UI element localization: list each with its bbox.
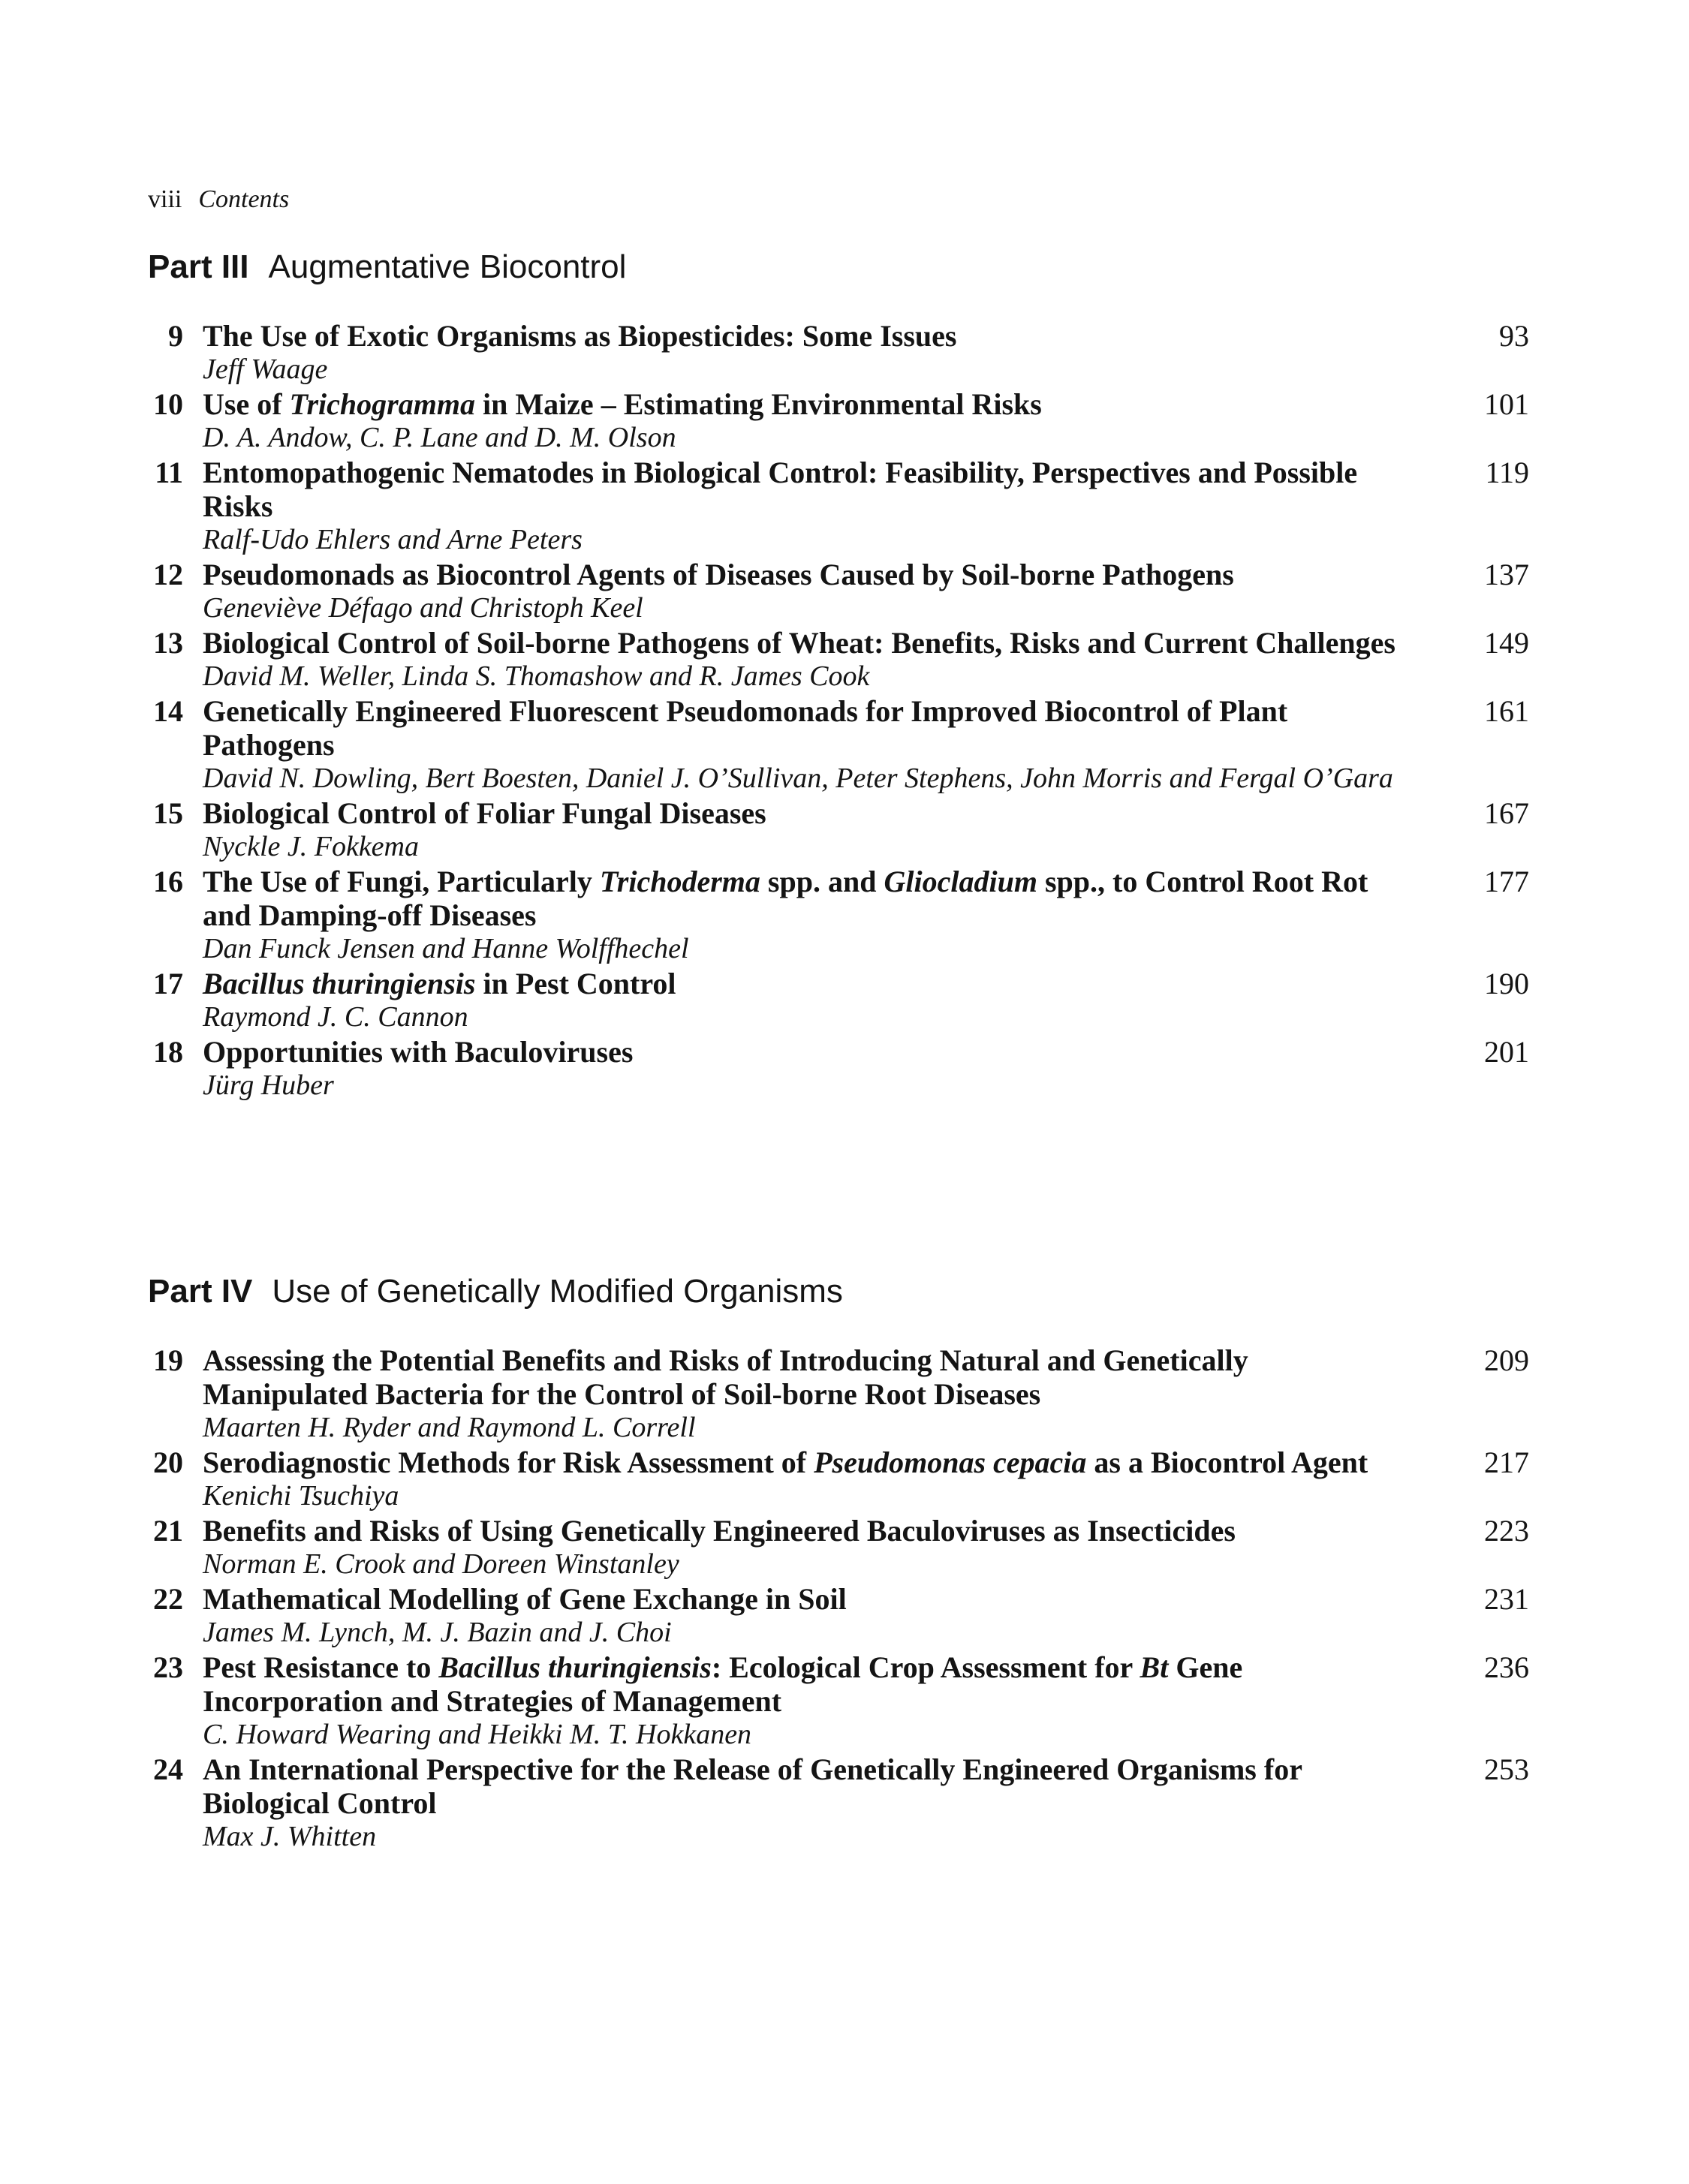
chapter-number: 14 — [153, 694, 183, 728]
contents-entry — [0, 1343, 1689, 1445]
chapter-title: Entomopathogenic Nematodes in Biological Control: Feasibility, Perspectives and Possible Risks — [203, 456, 1358, 523]
chapter-title: Mathematical Modelling of Gene Exchange in Soil — [203, 1582, 847, 1616]
chapter-title: An International Perspective for the Release of Genetically Engineered Organisms for Biological Control — [203, 1752, 1302, 1820]
chapter-number: 20 — [153, 1445, 183, 1479]
contents-entry — [0, 387, 1689, 455]
chapter-authors: David M. Weller, Linda S. Thomashow and R. James Cook — [203, 660, 870, 692]
chapter-authors: James M. Lynch, M. J. Bazin and J. Choi — [203, 1617, 672, 1648]
chapter-number: 12 — [153, 558, 183, 591]
chapter-number: 18 — [153, 1035, 183, 1069]
part-title: Augmentative Biocontrol — [268, 248, 627, 285]
running-head — [148, 185, 289, 215]
chapter-authors: C. Howard Wearing and Heikki M. T. Hokkanen — [203, 1719, 752, 1750]
contents-entry — [0, 626, 1689, 693]
contents-list — [0, 1343, 1689, 1855]
page-number: 236 — [1484, 1650, 1529, 1684]
part-title: Use of Genetically Modified Organisms — [272, 1273, 843, 1310]
page-number: 161 — [1484, 694, 1529, 728]
page-number: 119 — [1485, 456, 1529, 489]
chapter-authors: Ralf-Udo Ehlers and Arne Peters — [203, 524, 583, 555]
part-number: Part III — [148, 248, 249, 285]
chapter-number: 21 — [153, 1514, 183, 1548]
page-number: 209 — [1484, 1343, 1529, 1377]
page-number: 201 — [1484, 1035, 1529, 1069]
chapter-authors: Geneviève Défago and Christoph Keel — [203, 592, 643, 624]
part-heading — [148, 1272, 843, 1311]
page-number: 231 — [1484, 1582, 1529, 1616]
chapter-authors: Nyckle J. Fokkema — [203, 831, 419, 862]
contents-entry — [0, 1035, 1689, 1103]
chapter-number: 13 — [153, 626, 183, 660]
contents-entry — [0, 1582, 1689, 1650]
chapter-number: 24 — [153, 1752, 183, 1786]
chapter-title: Pseudomonads as Biocontrol Agents of Diseases Caused by Soil-borne Pathogens — [203, 558, 1234, 591]
page-number: 223 — [1484, 1514, 1529, 1548]
contents-entry — [0, 1445, 1689, 1513]
chapter-number: 15 — [153, 796, 183, 830]
contents-list — [0, 319, 1689, 1103]
chapter-title: Bacillus thuringiensis in Pest Control — [203, 967, 676, 1000]
page-number: 167 — [1484, 796, 1529, 830]
chapter-authors: Jeff Waage — [203, 353, 328, 385]
page-number: 101 — [1484, 387, 1529, 421]
chapter-title: The Use of Exotic Organisms as Biopesticides: Some Issues — [203, 319, 957, 353]
chapter-authors: Jürg Huber — [203, 1069, 334, 1101]
chapter-title: The Use of Fungi, Particularly Trichoderma spp. and Gliocladium spp., to Control Root Rot and Damping-off Diseases — [203, 865, 1368, 932]
page-number: 217 — [1484, 1445, 1529, 1479]
chapter-title: Opportunities with Baculoviruses — [203, 1035, 634, 1069]
page-folio: viii — [148, 185, 182, 213]
contents-entry — [0, 1650, 1689, 1752]
chapter-authors: David N. Dowling, Bert Boesten, Daniel J. O’Sullivan, Peter Stephens, John Morris and Fergal O’Gara — [203, 763, 1393, 794]
page-number: 137 — [1484, 558, 1529, 591]
page-number: 93 — [1499, 319, 1529, 353]
chapter-title: Pest Resistance to Bacillus thuringiensis: Ecological Crop Assessment for Bt Gene Incorporation and Strategies of Management — [203, 1650, 1243, 1718]
chapter-title: Genetically Engineered Fluorescent Pseudomonads for Improved Biocontrol of Plant Pathogens — [203, 694, 1288, 762]
chapter-authors: Raymond J. C. Cannon — [203, 1001, 468, 1033]
chapter-number: 17 — [153, 967, 183, 1000]
page-number: 149 — [1484, 626, 1529, 660]
page-number: 177 — [1484, 865, 1529, 898]
chapter-number: 19 — [153, 1343, 183, 1377]
chapter-number: 16 — [153, 865, 183, 898]
chapter-title: Assessing the Potential Benefits and Risks of Introducing Natural and Genetically Manipulated Bacteria for the Control of Soil-borne Root Diseases — [203, 1343, 1248, 1411]
chapter-title: Benefits and Risks of Using Genetically Engineered Baculoviruses as Insecticides — [203, 1514, 1236, 1548]
part-number: Part IV — [148, 1273, 253, 1310]
contents-entry — [0, 694, 1689, 796]
contents-entry — [0, 865, 1689, 966]
chapter-number: 11 — [155, 456, 183, 489]
chapter-number: 23 — [153, 1650, 183, 1684]
chapter-authors: Max J. Whitten — [203, 1821, 377, 1852]
contents-entry — [0, 558, 1689, 625]
contents-entry — [0, 1514, 1689, 1581]
chapter-number: 9 — [168, 319, 183, 353]
contents-entry — [0, 456, 1689, 557]
chapter-authors: Maarten H. Ryder and Raymond L. Correll — [203, 1412, 696, 1443]
contents-entry — [0, 967, 1689, 1034]
chapter-title: Biological Control of Foliar Fungal Diseases — [203, 796, 766, 830]
chapter-number: 10 — [153, 387, 183, 421]
page-number: 253 — [1484, 1752, 1529, 1786]
chapter-authors: D. A. Andow, C. P. Lane and D. M. Olson — [203, 422, 676, 453]
chapter-title: Biological Control of Soil-borne Pathogens of Wheat: Benefits, Risks and Current Challenges — [203, 626, 1395, 660]
chapter-title: Use of Trichogramma in Maize – Estimating Environmental Risks — [203, 387, 1042, 421]
chapter-authors: Norman E. Crook and Doreen Winstanley — [203, 1548, 679, 1580]
contents-entry — [0, 796, 1689, 864]
page-number: 190 — [1484, 967, 1529, 1000]
part-heading — [148, 248, 626, 287]
chapter-authors: Dan Funck Jensen and Hanne Wolffhechel — [203, 933, 689, 964]
chapter-number: 22 — [153, 1582, 183, 1616]
running-head-label: Contents — [198, 185, 290, 213]
contents-entry — [0, 1752, 1689, 1854]
contents-entry — [0, 319, 1689, 387]
chapter-authors: Kenichi Tsuchiya — [203, 1480, 399, 1512]
chapter-title: Serodiagnostic Methods for Risk Assessment of Pseudomonas cepacia as a Biocontrol Agent — [203, 1445, 1368, 1479]
